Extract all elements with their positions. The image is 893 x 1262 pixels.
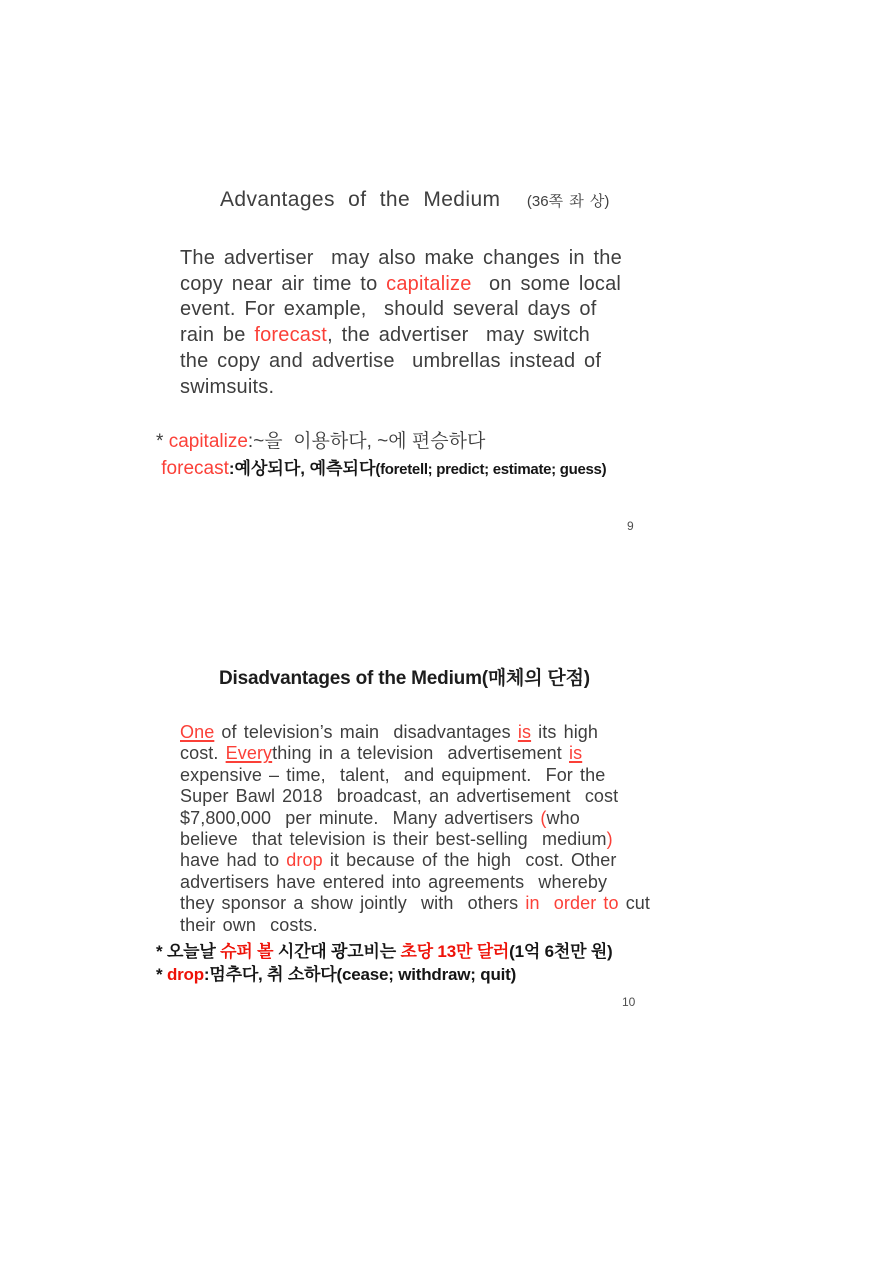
text-line [156, 964, 613, 987]
text-segment: :~을 이용하다, ~에 편승하다 [247, 431, 486, 452]
text-segment: (1억 6천만 원) [509, 942, 613, 961]
highlighted-text: forecast [161, 458, 229, 479]
text-line [180, 722, 650, 743]
slide1-title [220, 188, 609, 212]
text-segment: who [546, 807, 580, 828]
text-segment: it because of the high cost. Other [322, 850, 617, 871]
text-line [156, 941, 613, 964]
text-line [180, 743, 650, 764]
text-line [180, 872, 650, 893]
text-line [180, 297, 622, 323]
slide2-vocab-notes [156, 941, 613, 986]
text-segment: * [156, 431, 169, 452]
text-line [156, 455, 606, 483]
text-segment: (foretell; predict; estimate; guess) [375, 461, 607, 478]
highlighted-text: is [569, 743, 583, 764]
slide1-vocab-notes [156, 428, 606, 483]
text-line [180, 893, 650, 914]
text-segment: cut [618, 893, 651, 914]
highlighted-text: ) [606, 829, 613, 850]
text-line [180, 829, 650, 850]
slide1-title-suffix: (36쪽 좌 상) [526, 193, 610, 210]
highlighted-text: drop [166, 964, 204, 984]
text-segment: copy near air time to [180, 272, 387, 295]
text-line [180, 850, 650, 871]
text-line [180, 765, 650, 786]
text-segment: cost. [180, 743, 226, 764]
highlighted-text: capitalize [386, 272, 472, 295]
text-segment: advertisers have entered into agreements whereby [180, 871, 608, 892]
text-segment: rain be [180, 324, 255, 347]
text-segment: the copy and advertise umbrellas instead of [180, 349, 602, 372]
highlighted-text: Every [225, 743, 273, 764]
text-line [156, 428, 606, 455]
text-line [180, 808, 650, 829]
highlighted-text: 슈퍼 볼 [220, 942, 278, 961]
text-segment: have had to [180, 850, 287, 871]
text-segment: 시간대 광고비는 [277, 942, 401, 961]
highlighted-text: drop [286, 850, 323, 871]
text-segment: $7,800,000 per minute. Many advertisers [180, 807, 541, 828]
highlighted-text: in order to [525, 893, 619, 914]
text-segment: thing in a television advertisement [272, 743, 569, 764]
text-line [180, 323, 622, 349]
text-segment: their own costs. [180, 914, 318, 935]
highlighted-text: forecast [254, 324, 328, 347]
slide1-paragraph [180, 246, 622, 400]
highlighted-text: ( [540, 807, 547, 828]
text-segment: The advertiser may also make changes in the [180, 247, 622, 269]
text-line [180, 786, 650, 807]
text-segment: : [228, 459, 235, 478]
text-segment: , the advertiser may switch [327, 324, 590, 347]
text-segment: event. For example, should several days of [180, 298, 597, 321]
text-line [180, 915, 650, 936]
text-segment: they sponsor a show jointly with others [180, 893, 526, 914]
highlighted-text: 초당 13만 달러 [400, 942, 510, 961]
text-segment: 예상되다, 예측되다 [234, 459, 376, 478]
highlighted-text: capitalize [168, 431, 248, 452]
text-segment: swimsuits. [180, 375, 275, 398]
text-segment: its high [531, 722, 599, 742]
slide2-paragraph [180, 722, 650, 936]
text-line [180, 246, 622, 272]
slide2-title: Disadvantages of the Medium(매체의 단점) [219, 668, 590, 689]
text-segment: of television’s main disadvantages [214, 722, 518, 742]
text-segment: expensive – time, talent, and equipment. For the [180, 764, 606, 785]
text-segment: believe that television is their best-selling medium [180, 829, 607, 850]
slide1-page-number: 9 [627, 519, 634, 533]
text-segment: * [156, 964, 167, 984]
text-segment: :멈추다, 취 소하다(cease; withdraw; quit) [203, 964, 517, 984]
text-segment: on some local [471, 272, 622, 295]
slide1-title-text: Advantages of the Medium [220, 188, 501, 211]
text-segment: * 오늘날 [156, 942, 221, 961]
highlighted-text: One [180, 722, 215, 742]
text-line [180, 349, 622, 375]
text-line [180, 375, 622, 401]
slide2-page-number: 10 [622, 995, 636, 1009]
highlighted-text: is [517, 722, 532, 742]
text-segment: Super Bawl 2018 broadcast, an advertisement cost [180, 786, 619, 807]
text-line [180, 272, 622, 298]
